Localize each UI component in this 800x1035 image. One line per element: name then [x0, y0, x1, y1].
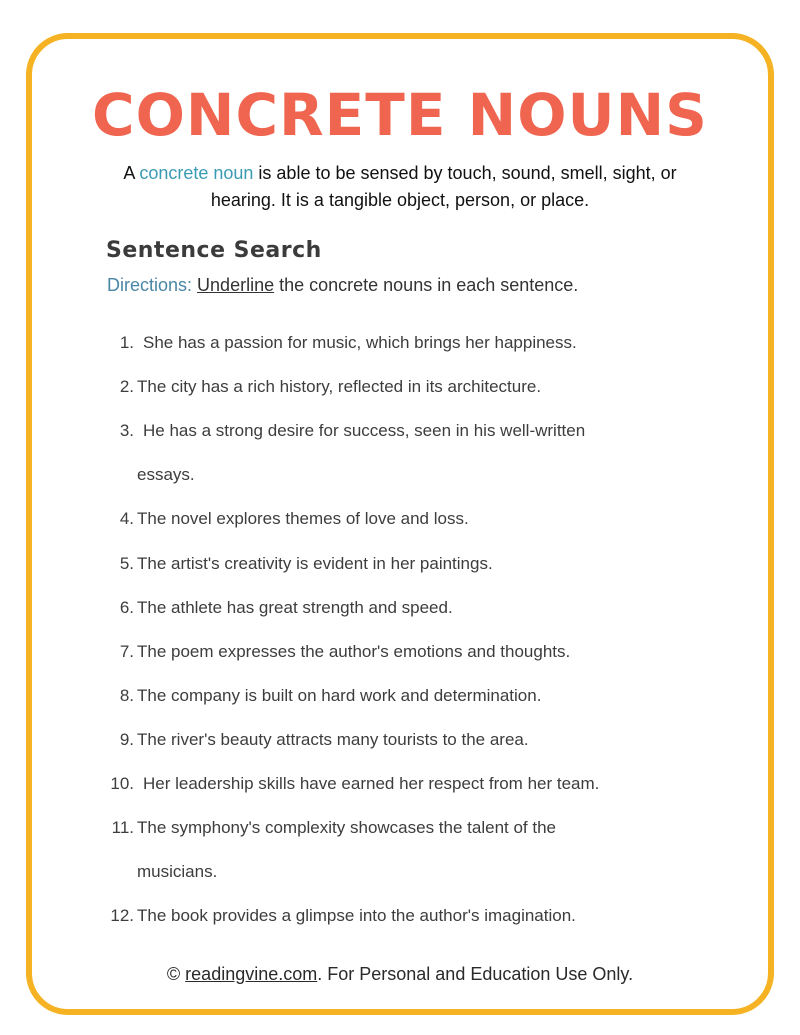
list-item-text: The poem expresses the author's emotions and thoughts.: [137, 641, 571, 661]
list-item-text: The river's beauty attracts many tourists to the area.: [137, 729, 529, 749]
directions-underline-word: Underline: [197, 275, 275, 295]
list-item-text: The company is built on hard work and determination.: [137, 685, 542, 705]
list-item-number: 1.: [119, 333, 134, 352]
directions-text: the concrete nouns in each sentence.: [274, 275, 579, 295]
list-item-number: 8.: [119, 685, 134, 705]
directions-label: Directions:: [107, 275, 193, 295]
list-item-number: 3.: [119, 421, 134, 441]
list-item-text: The city has a rich history, reflected in its architecture.: [137, 377, 542, 397]
list-item-text: musicians.: [137, 862, 218, 882]
list-item-number: 12.: [110, 906, 134, 926]
list-item-number: 9.: [119, 729, 134, 749]
list-item-text: The book provides a glimpse into the author's imagination.: [137, 906, 576, 926]
list-item-text: The symphony's complexity showcases the talent of the: [137, 818, 557, 838]
section-heading: Sentence Search: [106, 238, 322, 263]
definition-text: is able to be sensed by touch, sound, smell, sight, or hearing. It is a tangible object, person, or place.: [210, 163, 677, 210]
footer-copyright: ©: [166, 964, 186, 984]
list-item-number: 7.: [119, 641, 134, 661]
list-item-text: essays.: [137, 465, 195, 485]
definition-prefix: A: [123, 163, 140, 183]
list-item-text: She has a passion for music, which brings her happiness.: [143, 333, 577, 352]
list-item-number: 6.: [119, 597, 134, 617]
footer-site-link[interactable]: readingvine.com: [185, 964, 318, 984]
list-item-number: 11.: [111, 818, 134, 838]
list-item-text: The artist's creativity is evident in her paintings.: [137, 553, 493, 573]
footer: [0, 964, 800, 985]
definition-highlight: concrete noun: [139, 163, 254, 183]
list-item-text: Her leadership skills have earned her respect from her team.: [143, 774, 600, 793]
list-item-number: 5.: [119, 553, 134, 573]
directions: [107, 273, 578, 297]
definition: [100, 160, 700, 214]
list-item-number: 10.: [110, 774, 134, 793]
list-item-number: 2.: [119, 377, 134, 397]
page-title: CONCRETE NOUNS: [92, 81, 708, 149]
list-item-number: 4.: [119, 509, 134, 529]
footer-text: . For Personal and Education Use Only.: [317, 964, 634, 984]
list-item-text: He has a strong desire for success, seen in his well-written: [143, 421, 586, 441]
list-item-text: The novel explores themes of love and loss.: [137, 509, 469, 529]
list-item-text: The athlete has great strength and speed.: [137, 597, 453, 617]
